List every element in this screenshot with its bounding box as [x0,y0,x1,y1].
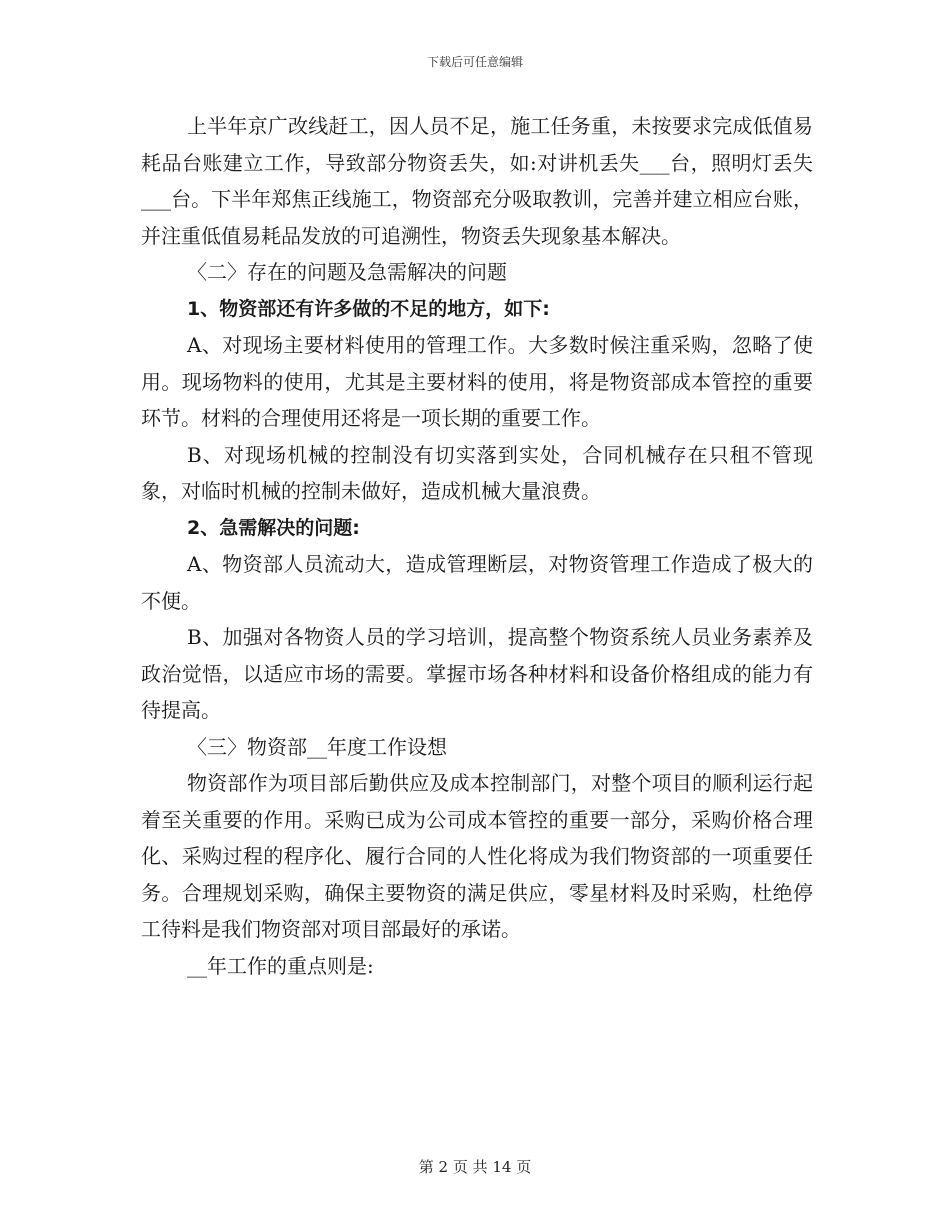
heading-shortcomings: 1、物资部还有许多做的不足的地方，如下: [187,297,550,320]
page-header: 下载后可任意编辑 [426,55,523,69]
document-body [141,108,813,984]
page-number: 第 2 页 共 14 页 [418,1158,532,1176]
paragraph-urgent-a: A、物资部人员流动大，造成管理断层，对物资管理工作造成了极大的不便。 [141,552,813,613]
paragraph-material-ledger: 上半年京广改线赶工，因人员不足，施工任务重，未按要求完成低值易耗品台账建立工作，导致部分物资丢失，如:对讲机丢失___台，照明灯丢失___台。下半年郑焦正线施工，物资部充分吸取教训，完善并建立相应台账，并注重低值易耗品发放的可追溯性，物资丢失现象基本解决。 [141,114,813,248]
section-title-problems: 〈二〉存在的问题及急需解决的问题 [187,260,507,284]
paragraph-urgent-b: B、加强对各物资人员的学习培训，提高整个物资系统人员业务素养及政治觉悟，以适应市场的需要。掌握市场各种材料和设备价格组成的能力有待提高。 [141,625,813,722]
section-title-plan: 〈三〉物资部__年度工作设想 [187,734,447,759]
paragraph-shortcoming-b: B、对现场机械的控制没有切实落到实处，合同机械存在只租不管现象，对临时机械的控制未做好，造成机械大量浪费。 [141,442,813,503]
paragraph-plan: 物资部作为项目部后勤供应及成本控制部门，对整个项目的顺利运行起着至关重要的作用。采购已成为公司成本管控的重要一部分，采购价格合理化、采购过程的程序化、履行合同的人性化将成为我们物资部的一项重要任务。合理规划采购，确保主要物资的满足供应，零星材料及时采购，杜绝停工待料是我们物资部对项目部最好的承诺。 [141,771,813,941]
heading-urgent-issues: 2、急需解决的问题: [187,516,360,539]
paragraph-shortcoming-a: A、对现场主要材料使用的管理工作。大多数时候注重采购，忽略了使用。现场物料的使用，尤其是主要材料的使用，将是物资部成本管控的重要环节。材料的合理使用还将是一项长期的重要工作。 [141,333,813,430]
paragraph-focus: __年工作的重点则是: [187,953,374,978]
